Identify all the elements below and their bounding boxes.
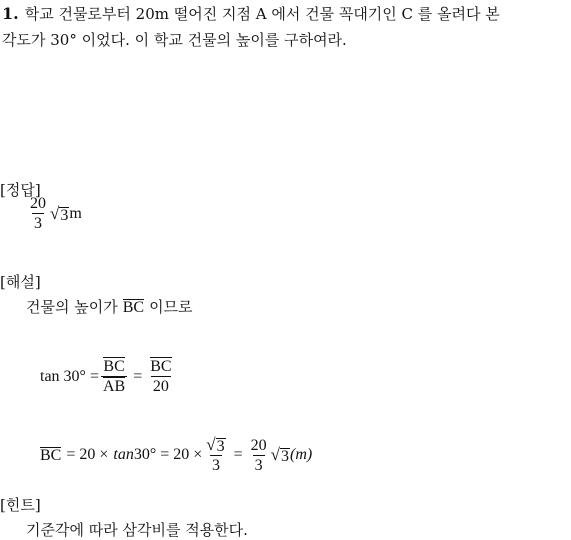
explanation-label: [해설] — [0, 273, 41, 291]
answer-fraction — [28, 195, 48, 232]
eq1-frac1-den: AB — [102, 378, 126, 395]
radical-sign-icon: √ — [206, 435, 216, 454]
eq2-fraction-2 — [249, 437, 269, 474]
question-line-1 — [2, 4, 500, 24]
eq2-frac2-num: 20 — [250, 436, 267, 454]
eq1-equals: = — [133, 367, 143, 385]
eq1-frac1-num: BC — [103, 358, 125, 375]
eq2-unit: (m) — [290, 446, 313, 463]
eq2-frac2-den: 3 — [254, 456, 263, 474]
eq2-part2: 30° = 20 × — [133, 446, 203, 463]
radical-sign-icon: √ — [270, 445, 281, 464]
eq1-fraction-2 — [148, 358, 173, 395]
hint-text: 기준각에 따라 삼각비를 적용한다. — [26, 521, 248, 539]
question-text-1: 학교 건물로부터 20m 떨어진 지점 A 에서 건물 꼭대기인 C 를 올려다 본 — [24, 5, 500, 23]
answer-value — [26, 195, 82, 232]
eq2-segment: BC — [40, 447, 62, 464]
explanation-text-pre: 건물의 높이가 — [26, 298, 118, 316]
answer-radicand: 3 — [60, 206, 69, 224]
eq2-fraction-1 — [204, 436, 227, 474]
eq1-lhs: tan 30° = — [40, 367, 99, 385]
eq2-radicand: 3 — [281, 448, 290, 465]
eq1-frac2-num: BC — [150, 358, 172, 375]
explanation-intro — [26, 297, 193, 317]
eq2-sqrt — [271, 446, 290, 464]
eq1-frac2-den: 20 — [152, 378, 169, 395]
question-number: 1. — [2, 4, 19, 23]
eq2-equals: = — [233, 446, 243, 463]
eq1-fraction-1 — [101, 358, 127, 395]
answer-unit: m — [69, 204, 82, 222]
answer-frac-den: 3 — [34, 215, 42, 232]
hint-label: [힌트] — [0, 496, 41, 514]
equation-2 — [40, 436, 312, 474]
equation-1 — [40, 358, 176, 395]
answer-label: [정답] — [0, 181, 41, 199]
answer-frac-num: 20 — [30, 195, 46, 212]
eq2-frac1-radicand: 3 — [216, 438, 225, 455]
question-line-2: 각도가 30° 이었다. 이 학교 건물의 높이를 구하여라. — [2, 31, 347, 49]
eq2-part1: = 20 × — [66, 446, 109, 463]
explanation-segment: BC — [122, 299, 145, 316]
radical-sign-icon: √ — [50, 203, 60, 223]
eq2-tan: tan — [113, 446, 134, 463]
explanation-text-post: 이므로 — [149, 298, 193, 316]
answer-sqrt — [50, 205, 69, 223]
eq2-frac1-den: 3 — [211, 457, 220, 474]
